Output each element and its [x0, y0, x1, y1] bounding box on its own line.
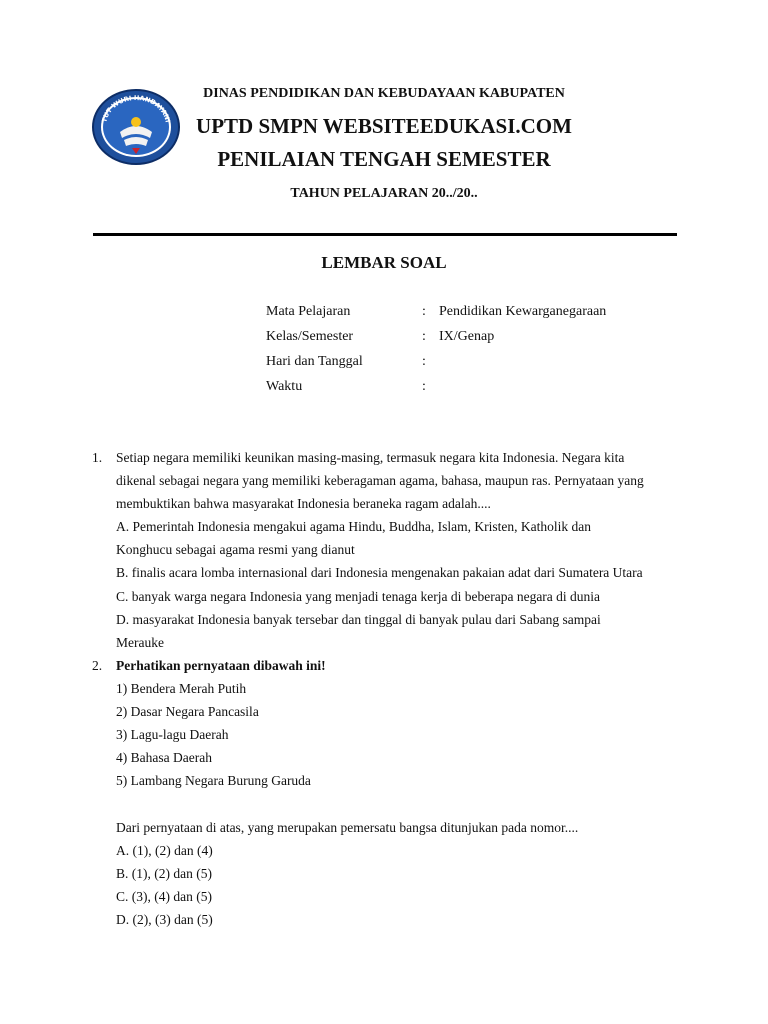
academic-year: TAHUN PELAJARAN 20../20..: [290, 186, 478, 201]
statement-item: 3) Lagu-lagu Daerah: [116, 727, 229, 743]
answer-option: B. finalis acara lomba internasional dari Indonesia mengenakan pakaian adat dari Sumatera Utara: [116, 565, 643, 581]
question-text-line: membuktikan bahwa masyarakat Indonesia beraneka ragam adalah....: [116, 496, 491, 512]
statement-item: 2) Dasar Negara Pancasila: [116, 704, 259, 720]
info-label: Kelas/Semester: [266, 329, 354, 344]
answer-option: Merauke: [116, 634, 164, 650]
question-text-line: Dari pernyataan di atas, yang merupakan pemersatu bangsa ditunjukan pada nomor....: [116, 819, 579, 835]
question-instruction: Perhatikan pernyataan dibawah ini!: [116, 658, 326, 673]
info-colon: :: [422, 354, 426, 369]
answer-option: A. Pemerintah Indonesia mengakui agama Hindu, Buddha, Islam, Kristen, Katholik dan: [116, 519, 592, 535]
answer-option: A. (1), (2) dan (4): [116, 842, 213, 858]
header-divider: [93, 233, 677, 236]
info-row-subject: [266, 304, 606, 329]
info-label: Waktu: [266, 379, 303, 394]
info-label: Mata Pelajaran: [266, 304, 351, 319]
statement-item: 4) Bahasa Daerah: [116, 750, 212, 766]
question-number: 2.: [92, 658, 103, 673]
answer-option: C. banyak warga negara Indonesia yang menjadi tenaga kerja di beberapa negara di dunia: [116, 588, 601, 604]
statement-item: 5) Lambang Negara Burung Garuda: [116, 773, 311, 789]
blank-line: [116, 793, 676, 816]
info-colon: :: [422, 329, 426, 344]
answer-option: C. (3), (4) dan (5): [116, 888, 212, 904]
info-row-time: [266, 379, 606, 404]
info-row-class: [266, 329, 606, 354]
question-body: [116, 446, 676, 654]
agency-title: DINAS PENDIDIKAN DAN KEBUDAYAAN KABUPATEN: [203, 86, 565, 101]
question-text-line: dikenal sebagai negara yang memiliki keberagaman agama, bahasa, maupun ras. Pernyataan yang: [116, 473, 644, 489]
answer-option: D. masyarakat Indonesia banyak tersebar dan tinggal di banyak pulau dari Sabang sampai: [116, 611, 601, 627]
logo-text: TUT WURI HANDAYANI: [100, 93, 172, 124]
answer-option: Konghucu sebagai agama resmi yang dianut: [116, 542, 355, 558]
answer-option: B. (1), (2) dan (5): [116, 865, 212, 881]
exam-info-table: [266, 304, 606, 404]
answer-option: D. (2), (3) dan (5): [116, 912, 213, 928]
info-label: Hari dan Tanggal: [266, 354, 363, 369]
info-colon: :: [422, 304, 426, 319]
question-number: 1.: [92, 450, 103, 465]
school-name: UPTD SMPN WEBSITEEDUKASI.COM: [196, 114, 572, 138]
statement-item: 1) Bendera Merah Putih: [116, 681, 247, 697]
question-body: [116, 654, 676, 931]
sheet-title: LEMBAR SOAL: [321, 253, 447, 272]
info-row-date: [266, 354, 606, 379]
question-text-line: Setiap negara memiliki keunikan masing-masing, termasuk negara kita Indonesia. Negara kita: [116, 450, 625, 465]
info-colon: :: [422, 379, 426, 394]
info-value: Pendidikan Kewarganegaraan: [439, 304, 607, 319]
info-value: IX/Genap: [439, 329, 495, 344]
exam-title: PENILAIAN TENGAH SEMESTER: [217, 147, 551, 171]
